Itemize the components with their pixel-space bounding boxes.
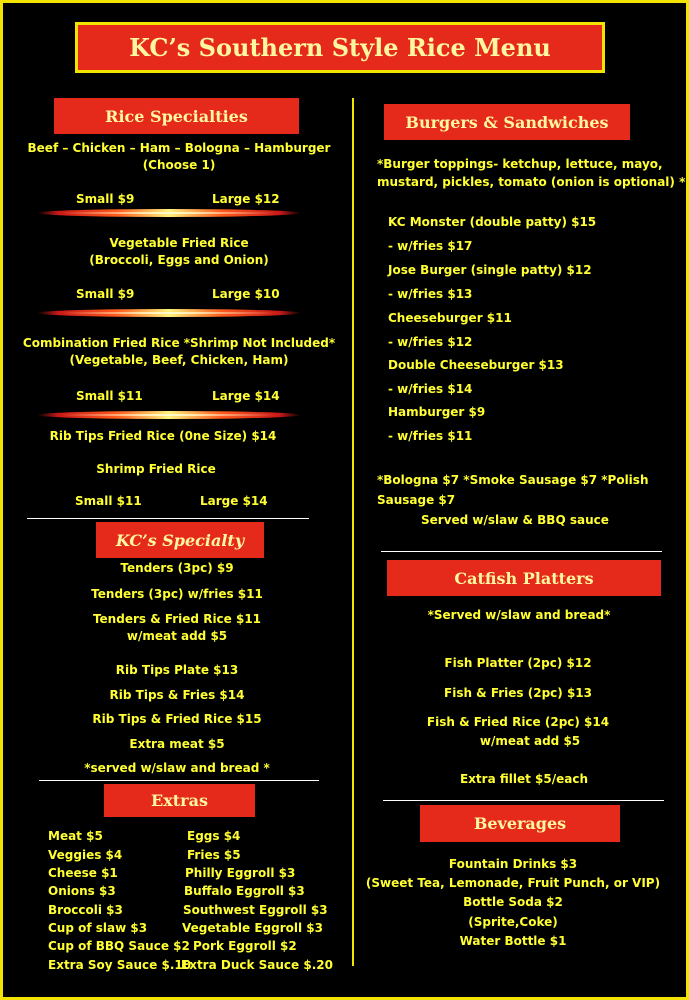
burger-item: Cheeseburger $11	[388, 311, 512, 325]
beverage-item: (Sprite,Coke)	[468, 915, 558, 929]
sandwich-line1: *Bologna $7 *Smoke Sausage $7 *Polish	[377, 473, 649, 487]
extras-left-item: Cheese $1	[48, 866, 118, 880]
menu-title: KC’s Southern Style Rice Menu	[75, 22, 605, 73]
beverage-item: (Sweet Tea, Lemonade, Fruit Punch, or VIP)	[365, 876, 661, 890]
catfish-item: Fish & Fried Rice (2pc) $14	[426, 715, 610, 729]
extras-left-item: Broccoli $3	[48, 903, 123, 917]
kc-item: w/meat add $5	[126, 629, 228, 643]
burger-item: Hamburger $9	[388, 405, 486, 419]
extras-left-item: Meat $5	[48, 829, 103, 843]
kc-item: Tenders (3pc) w/fries $11	[91, 587, 263, 601]
rice-item1-line1: Beef – Chicken – Ham – Bologna – Hamburger	[27, 141, 331, 155]
extras-left-item: Extra Soy Sauce $.10	[48, 958, 192, 972]
rice-item1-small: Small $9	[76, 192, 135, 206]
burgers-note-line2: mustard, pickles, tomato (onion is optional) *	[377, 175, 686, 189]
rice-item3-small: Small $11	[76, 389, 143, 403]
section-divider	[381, 551, 662, 552]
kc-specialty-header: KC’s Specialty	[96, 522, 264, 558]
extras-left-item: Cup of slaw $3	[48, 921, 148, 935]
column-divider	[352, 98, 354, 966]
rice-item3-line2: (Vegetable, Beef, Chicken, Ham)	[69, 353, 289, 367]
catfish-note: *Served w/slaw and bread*	[427, 608, 611, 622]
kc-item: Tenders (3pc) $9	[120, 561, 234, 575]
burger-item: Jose Burger (single patty) $12	[388, 263, 592, 277]
rice-item2-line2: (Broccoli, Eggs and Onion)	[89, 253, 269, 267]
rice-item2-line1: Vegetable Fried Rice	[109, 236, 249, 250]
extras-right-item: Buffalo Eggroll $3	[184, 884, 305, 898]
extras-right-item: Pork Eggroll $2	[193, 939, 297, 953]
rice-item3-large: Large $14	[212, 389, 280, 403]
catfish-item: Extra fillet $5/each	[459, 772, 589, 786]
decorative-divider	[37, 209, 301, 217]
kc-item: Tenders & Fried Rice $11	[92, 612, 262, 626]
kc-item: *served w/slaw and bread *	[84, 761, 270, 775]
rice-item4: Rib Tips Fried Rice (0ne Size) $14	[49, 429, 277, 443]
rice-item5: Shrimp Fried Rice	[96, 462, 216, 476]
burger-item: - w/fries $13	[388, 287, 473, 301]
beverage-item: Bottle Soda $2	[463, 895, 563, 909]
extras-right-item: Fries $5	[187, 848, 241, 862]
burger-item: - w/fries $17	[388, 239, 473, 253]
beverage-item: Fountain Drinks $3	[448, 857, 578, 871]
extras-left-item: Veggies $4	[48, 848, 123, 862]
catfish-item: Fish & Fries (2pc) $13	[444, 686, 592, 700]
kc-item: Rib Tips & Fries $14	[109, 688, 245, 702]
catfish-item: w/meat add $5	[479, 734, 581, 748]
kc-item: Extra meat $5	[129, 737, 225, 751]
burger-item: KC Monster (double patty) $15	[388, 215, 597, 229]
section-divider	[383, 800, 664, 801]
extras-right-item: Extra Duck Sauce $.20	[181, 958, 333, 972]
rice-item2-large: Large $10	[212, 287, 280, 301]
burger-item: - w/fries $12	[388, 335, 473, 349]
burger-item: Double Cheeseburger $13	[388, 358, 564, 372]
beverages-header: Beverages	[420, 805, 620, 842]
kc-item: Rib Tips Plate $13	[115, 663, 239, 677]
extras-right-item: Vegetable Eggroll $3	[182, 921, 323, 935]
extras-header: Extras	[104, 784, 255, 817]
extras-left-item: Onions $3	[48, 884, 116, 898]
catfish-header: Catfish Platters	[387, 560, 661, 596]
extras-left-item: Cup of BBQ Sauce $2	[48, 939, 190, 953]
rice-item2-small: Small $9	[76, 287, 135, 301]
kc-item: Rib Tips & Fried Rice $15	[92, 712, 262, 726]
rice-item5-small: Small $11	[75, 494, 142, 508]
burgers-header: Burgers & Sandwiches	[384, 104, 630, 140]
beverage-item: Water Bottle $1	[459, 934, 567, 948]
sandwich-line3: Served w/slaw & BBQ sauce	[421, 513, 609, 527]
decorative-divider	[37, 411, 301, 419]
extras-right-item: Eggs $4	[187, 829, 241, 843]
rice-item1-large: Large $12	[212, 192, 280, 206]
burgers-note-line1: *Burger toppings- ketchup, lettuce, mayo,	[377, 157, 663, 171]
section-divider	[27, 518, 309, 519]
burger-item: - w/fries $14	[388, 382, 473, 396]
rice-item3-line1: Combination Fried Rice *Shrimp Not Included*	[22, 336, 336, 350]
burger-item: - w/fries $11	[388, 429, 473, 443]
rice-item1-line2: (Choose 1)	[142, 158, 216, 172]
section-divider	[39, 780, 319, 781]
catfish-item: Fish Platter (2pc) $12	[444, 656, 592, 670]
decorative-divider	[37, 309, 301, 317]
rice-item5-large: Large $14	[200, 494, 268, 508]
extras-right-item: Philly Eggroll $3	[185, 866, 296, 880]
sandwich-line2: Sausage $7	[377, 493, 456, 507]
extras-right-item: Southwest Eggroll $3	[183, 903, 328, 917]
rice-specialties-header: Rice Specialties	[54, 98, 299, 134]
